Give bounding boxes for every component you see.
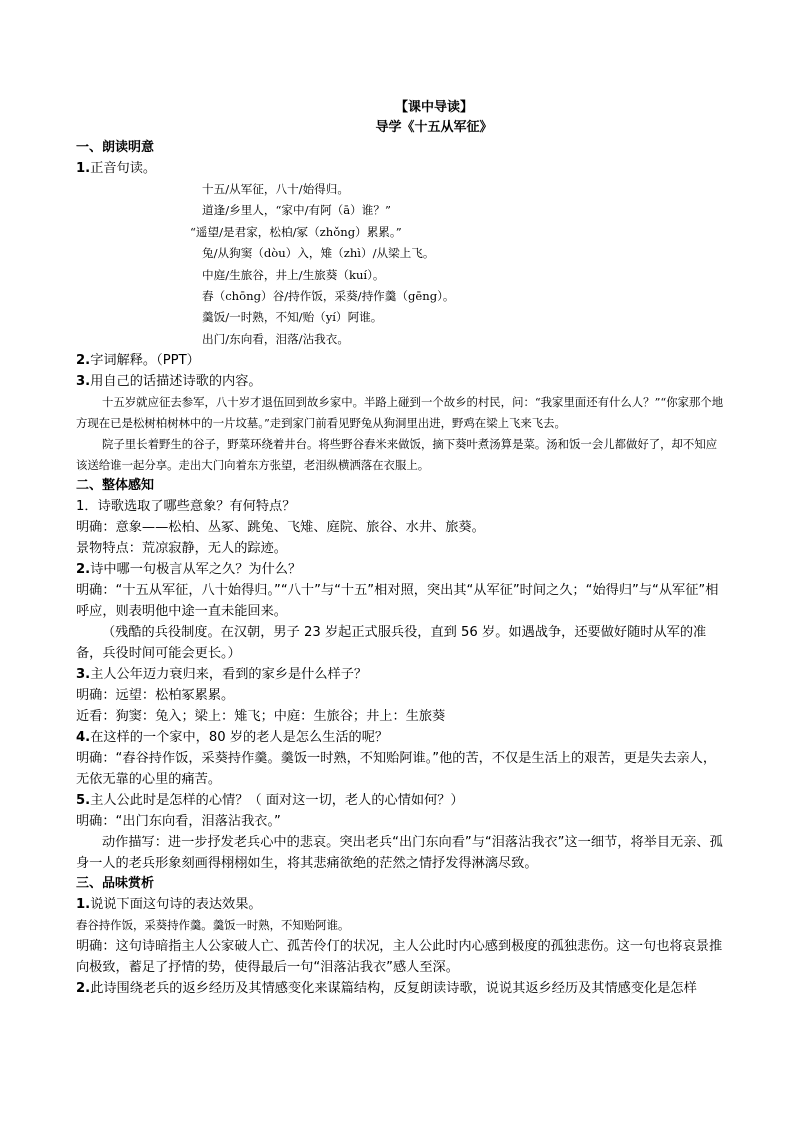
question-2-1: 1．诗歌选取了哪些意象？有何特点？ bbox=[76, 499, 296, 515]
answer-3-1: 明确：这句诗暗指主人公家破人亡、孤苦伶仃的状况，主人公此时内心感到极度的孤独悲伤。这一句也将哀景推向极致，蓄足了抒情的势，使得最后一句“泪落沾我衣”感人至深。 bbox=[76, 939, 723, 976]
question-text: 正音句读。 bbox=[90, 161, 157, 176]
question-text: 字词解释。（PPT） bbox=[90, 353, 200, 369]
question-text: 诗中哪一句极言从军之久？为什么？ bbox=[90, 562, 302, 578]
question-number: 3. bbox=[76, 374, 91, 390]
section-heading-2: 二、整体感知 bbox=[76, 478, 155, 494]
question-text: 主人公年迈力衰归来，看到的家乡是什么样子？ bbox=[90, 667, 368, 683]
question-text: 此诗围绕老兵的返乡经历及其情感变化来谋篇结构，反复朗读诗歌，说说其返乡经历及其情感变化是怎样 bbox=[90, 981, 697, 997]
poem-line: “遥望/是君家，松柏/冢（zhǒng）累累。” bbox=[190, 224, 402, 239]
question-number: 1. bbox=[76, 897, 91, 913]
question-text: 在这样的一个家中，80 岁的老人是怎么生活的呢？ bbox=[90, 730, 389, 746]
section-heading-1: 一、朗读明意 bbox=[76, 140, 155, 155]
question-text: 用自己的话描述诗歌的内容。 bbox=[90, 374, 262, 390]
page-subtitle: 导学《十五从军征》 bbox=[375, 120, 493, 135]
question-3-2 bbox=[76, 978, 728, 999]
question-number: 2. bbox=[76, 981, 91, 997]
answer-2-1: 明确：意象——松柏、丛冢、跳兔、飞雉、庭院、旅谷、水井、旅葵。 bbox=[76, 520, 485, 536]
poem-line: 道逢/乡里人，“家中/有阿（ā）谁？” bbox=[202, 203, 391, 218]
question-number: 1. bbox=[76, 161, 91, 176]
question-number: 3. bbox=[76, 667, 91, 683]
question-number: 2. bbox=[76, 353, 91, 369]
poem-line: 舂（chōng）谷/持作饭，采葵/持作羹（gēng）。 bbox=[202, 289, 455, 304]
question-2-5 bbox=[76, 790, 728, 811]
poem-line: 中庭/生旅谷，井上/生旅葵（kuí）。 bbox=[202, 267, 385, 282]
question-text: 主人公此时是怎样的心情？（ 面对这一切，老人的心情如何？） bbox=[90, 793, 464, 809]
question-number: 4. bbox=[76, 730, 91, 746]
poem-line: 兔/从狗窦（dòu）入，雉（zhì）/从梁上飞。 bbox=[202, 246, 435, 261]
answer-2-4: 明确：“舂谷持作饭，采葵持作羹。羹饭一时熟，不知贻阿谁。”他的苦，不仅是生活上的艰苦，更是失去亲人，无依无靠的心里的痛苦。 bbox=[76, 751, 717, 788]
page-title: 【课中导读】 bbox=[394, 100, 473, 115]
answer-2-2-note: （残酷的兵役制度。在汉朝，男子 23 岁起正式服兵役，直到 56 岁。如遇战争，还要做好随时从军的准备，兵役时间可能会更长。） bbox=[76, 625, 707, 662]
answer-2-3: 明确：远望：松柏冢累累。 bbox=[76, 688, 235, 704]
question-1-3 bbox=[76, 371, 728, 392]
translation-paragraph: 十五岁就应征去参军，八十岁才退伍回到故乡家中。半路上碰到一个故乡的村民，问：“我家里面还有什么人？”“你家那个地方现在已是松树柏树林中的一片坟墓。”走到家门前看见野兔从狗洞里出进，野鸡在梁上飞来飞去。 bbox=[76, 395, 724, 431]
poem-line: 出门/东向看，泪落/沾我衣。 bbox=[202, 331, 349, 346]
question-1-2 bbox=[76, 350, 728, 371]
answer-2-2: 明确：“十五从军征，八十始得归。”“八十”与“十五”相对照，突出其“从军征”时间之久；“始得归”与“从军征”相呼应，则表明他中途一直未能回来。 bbox=[76, 583, 719, 620]
question-text: 说说下面这句诗的表达效果。 bbox=[90, 897, 262, 913]
question-1-1 bbox=[76, 158, 728, 179]
answer-2-5: 明确：“出门东向看，泪落沾我衣。” bbox=[76, 814, 281, 830]
question-3-1 bbox=[76, 894, 728, 915]
question-2-4 bbox=[76, 727, 728, 748]
translation-paragraph: 院子里长着野生的谷子，野菜环绕着井台。将些野谷舂米来做饭，摘下葵叶煮汤算是菜。汤和饭一会儿都做好了，却不知应该送给谁一起分享。走出大门向着东方张望，老泪纵横洒落在衣服上。 bbox=[76, 437, 718, 473]
document-page bbox=[76, 98, 728, 999]
question-2-2 bbox=[76, 559, 728, 580]
answer-2-5-note: 动作描写：进一步抒发老兵心中的悲哀。突出老兵“出门东向看”与“泪落沾我衣”这一细节，将举目无亲、孤身一人的老兵形象刻画得栩栩如生，将其悲痛欲绝的茫然之情抒发得淋漓尽致。 bbox=[76, 835, 723, 872]
section-heading-3: 三、品味赏析 bbox=[76, 876, 155, 892]
poem-block bbox=[190, 179, 728, 350]
answer-2-3-note: 近看：狗窦：兔入；梁上：雉飞；中庭：生旅谷；井上：生旅葵 bbox=[76, 709, 446, 725]
poem-line: 羹饭/一时熟，不知/贻（yí）阿谁。 bbox=[202, 310, 383, 325]
poem-line: 十五/从军征，八十/始得归。 bbox=[202, 182, 349, 196]
question-2-3 bbox=[76, 664, 728, 685]
question-number: 2. bbox=[76, 562, 91, 578]
question-number: 5. bbox=[76, 793, 91, 809]
answer-2-1-note: 景物特点：荒凉寂静，无人的踪迹。 bbox=[76, 541, 287, 557]
quoted-lines: 舂谷持作饭，采葵持作羹。羹饭一时熟，不知贻阿谁。 bbox=[76, 918, 350, 933]
